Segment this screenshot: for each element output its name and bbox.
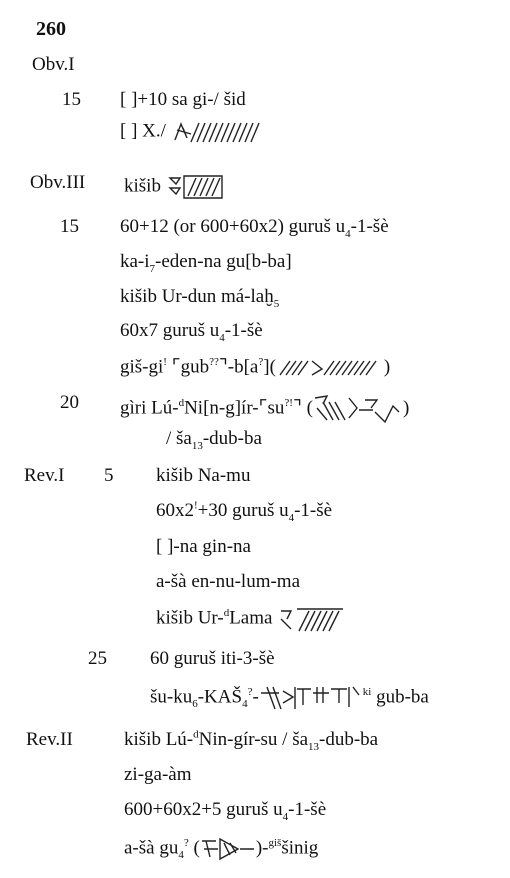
text-segment: 60+12 (or 600+60x2) guruš u [120,216,346,237]
transliteration-line [156,605,347,633]
text-segment: kišib Ur-dun má-laḫ [120,286,274,307]
section-label-obv1: Obv.I [32,54,75,75]
text-segment: -KAŠ [197,686,243,708]
hatched-damage-icon [276,355,384,381]
text-segment: 60x2 [156,500,194,521]
text-segment: -dub-ba [319,729,379,750]
subscript: 13 [308,740,320,753]
subscript: 4 [345,227,351,240]
line-number-25: 25 [88,648,107,669]
transliteration-line [120,355,390,381]
text-segment: )- [255,837,269,859]
text-segment: ⌝-b[a [218,356,259,378]
superscript: ki [362,686,372,699]
superscript: ?! [284,397,293,410]
transliteration-line: a-šà en-nu-lum-ma [156,571,301,592]
line-text: kišib [124,175,161,197]
subscript: 4 [242,698,248,711]
cuneiform-sign-icon [259,683,363,713]
transliteration-line [156,500,332,522]
transliteration-line: [ ]-na gin-na [156,536,251,557]
transliteration-line: zi-ga-àm [124,764,192,785]
superscript: ! [163,356,167,369]
text-segment: ) [402,397,410,419]
transliteration-line [124,729,378,751]
text-segment: -eden-na gu[b-ba] [155,251,292,272]
transliteration-line [120,392,409,426]
transliteration-line [120,286,279,308]
superscript: d [178,397,185,410]
superscript: ? [183,837,189,850]
line-number-15b: 15 [60,216,79,237]
text-segment: gub-ba [371,686,429,708]
entry-number: 260 [36,18,66,40]
text-segment: Nin-gír-su / ša [198,729,309,750]
text-segment: gìri Lú- [120,397,179,419]
text-segment: +30 guruš u [197,500,289,521]
subscript: 4 [288,511,295,524]
superscript: d [193,728,199,741]
text-segment: Lama [229,607,273,629]
cuneiform-sign-icon [313,392,403,426]
text-segment: -1-šè [288,799,327,820]
subscript: 4 [219,331,225,344]
hatched-damage-icon [171,120,263,144]
cuneiform-sign-icon [277,605,347,633]
text-segment: šinig [281,837,319,859]
text-segment: -dub-ba [202,428,262,449]
transliteration-line [166,428,262,450]
subscript: 6 [192,698,198,711]
text-segment: -1-šè [294,500,333,521]
section-label-obv3: Obv.III [30,172,86,193]
section-label-rev1: Rev.I [24,465,65,486]
line-number-15a: 15 [62,89,81,110]
transliteration-line [120,320,263,342]
transliteration-line [120,251,292,273]
subscript: 13 [191,439,203,452]
section-label-rev2: Rev.II [26,729,73,750]
transliteration-line [124,172,228,202]
cuneiform-sign-icon [166,172,228,202]
superscript: ?? [209,356,219,369]
transliteration-line [120,120,263,144]
text-segment: ]( [263,356,276,378]
line-number-5: 5 [104,465,114,486]
text-segment: -1-šè [350,216,389,237]
subscript: 5 [273,297,280,310]
text-segment: - [252,686,259,708]
text-segment: kišib Ur- [156,607,224,629]
text-segment: a-šà gu [124,837,179,859]
transliteration-line: [ ]+10 sa gi-/ šid [120,89,246,110]
text-segment: 60x7 guruš u [120,320,220,341]
transliteration-line [124,835,318,863]
text-segment: ka-i [120,251,150,272]
line-text: [ ] X./ [120,120,166,142]
text-segment: ⌜gub [166,356,210,378]
text-segment: giš-gi [120,356,164,378]
superscript: giš [268,837,282,850]
superscript: ? [247,686,253,699]
line-number-20: 20 [60,392,79,413]
transliteration-line: 60 guruš iti-3-šè [150,648,275,669]
text-segment: / ša [166,428,192,449]
text-segment: Ni[n-g]ír-⌜su [184,397,285,419]
transliteration-line: kišib Na-mu [156,465,251,486]
text-segment: šu-ku [150,686,193,708]
text-segment: ( [188,837,200,859]
text-segment: -1-šè [224,320,263,341]
text-segment: kišib Lú- [124,729,194,750]
transliteration-line [124,799,326,821]
text-segment: 600+60x2+5 guruš u [124,799,283,820]
transliteration-line [120,216,389,238]
subscript: 7 [149,262,156,275]
subscript: 4 [282,810,289,823]
transliteration-line [150,683,429,713]
superscript: ! [194,499,198,512]
text-segment: ⌝ ( [292,397,313,419]
superscript: d [223,607,230,620]
superscript: ? [258,356,264,369]
cuneiform-sign-icon [200,835,256,863]
subscript: 4 [178,849,184,862]
text-segment: ) [383,356,391,378]
